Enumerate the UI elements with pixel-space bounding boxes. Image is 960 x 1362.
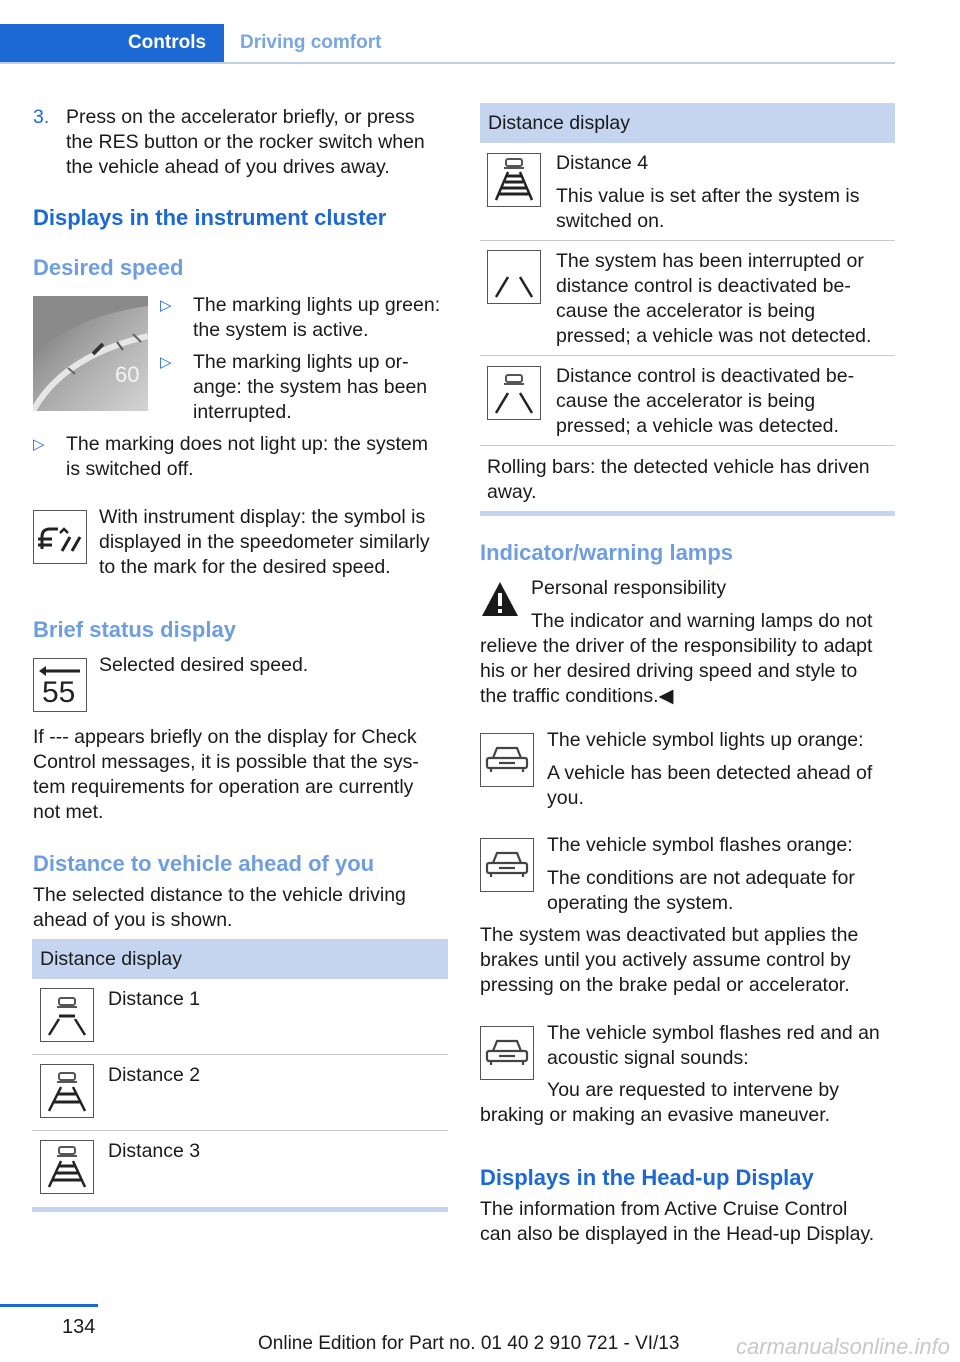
table-header-distance-display: Distance display	[32, 939, 448, 979]
warning-text	[480, 609, 895, 709]
heading-indicator-warning-lamps: Indicator/warning lamps	[480, 540, 734, 565]
heading-brief-status: Brief status display	[33, 617, 236, 642]
row-divider	[32, 1054, 448, 1055]
page-number: 134	[62, 1316, 96, 1338]
text-line: The vehicle symbol flashes red and an	[547, 1022, 880, 1044]
vehicle-symbol-icon	[480, 1026, 534, 1080]
row-interrupted	[556, 249, 891, 349]
instrument-display-text	[99, 505, 449, 580]
row-divider	[480, 445, 895, 446]
text-line: relieve the driver of the responsibility to adapt	[480, 635, 873, 657]
lamp-orange-lights	[547, 728, 892, 811]
table-bottom-rule	[32, 1207, 448, 1212]
bullet-text: The marking lights up green:	[193, 294, 441, 316]
text-line: the traffic conditions.◀	[480, 685, 674, 707]
step-text-line: the RES button or the rocker switch when	[66, 131, 425, 153]
tab-controls[interactable]: Controls	[0, 24, 224, 62]
watermark: carmanualsonline.info	[735, 1334, 950, 1359]
heading-distance: Distance to vehicle ahead of you	[33, 851, 375, 876]
brief-status-text: Selected desired speed.	[99, 654, 309, 676]
table-header-distance-display-right: Distance display	[480, 103, 895, 143]
warning-title: Personal responsibility	[531, 577, 727, 599]
text-line: The selected distance to the vehicle driving	[33, 884, 406, 906]
text-line: operating the system.	[547, 892, 734, 914]
deactivated-paragraph	[480, 923, 895, 998]
text-line: to the mark for the desired speed.	[99, 556, 391, 578]
bullet-text: the system is active.	[193, 319, 369, 341]
lamp-orange-flashes	[547, 833, 892, 916]
row-divider	[480, 240, 895, 241]
text-line: pressed; a vehicle was detected.	[556, 415, 839, 437]
text-line: The system was deactivated but applies the	[480, 924, 859, 946]
step-text-line: the vehicle ahead of you drives away.	[66, 156, 390, 178]
text-line: Distance control is deactivated be-	[556, 365, 855, 387]
footer-edition: Online Edition for Part no. 01 40 2 910 721 - VI/13	[258, 1333, 680, 1354]
text-line: tem requirements for operation are currently	[33, 776, 414, 798]
text-line: The vehicle symbol lights up orange:	[547, 729, 864, 751]
text-line: his or her desired driving speed and style to	[480, 660, 858, 682]
text-line: you.	[547, 787, 584, 809]
heading-instrument-cluster: Displays in the instrument cluster	[33, 205, 387, 230]
check-control-paragraph	[33, 725, 453, 825]
text-line: This value is set after the system is	[556, 185, 860, 207]
row-distance-4	[556, 151, 891, 234]
text-line: cause the accelerator is being	[556, 300, 816, 322]
dial-label: 60	[115, 362, 140, 387]
text-line: ahead of you is shown.	[33, 909, 233, 931]
vehicle-symbol-icon	[480, 733, 534, 787]
row-deactivated	[556, 364, 891, 439]
deactivated-vehicle-detected-icon	[487, 366, 541, 420]
text-line: switched on.	[556, 210, 665, 232]
text-line: A vehicle has been detected ahead of	[547, 762, 873, 784]
bullet-text: ange: the system has been	[193, 376, 428, 398]
cruise-control-icon	[33, 510, 87, 564]
lamp-red-flashes	[547, 1021, 892, 1103]
text-line: The conditions are not adequate for	[547, 867, 855, 889]
row-rolling-bars	[487, 455, 892, 505]
text-line: With instrument display: the symbol is	[99, 506, 426, 528]
bullet-text: The marking lights up or-	[193, 351, 409, 373]
lamp-red-text-continued: braking or making an evasive maneuver.	[480, 1104, 831, 1126]
step-number: 3.	[33, 106, 50, 128]
text-line: cause the accelerator is being	[556, 390, 816, 412]
text-line: The vehicle symbol flashes orange:	[547, 834, 853, 856]
row-divider	[32, 1130, 448, 1131]
distance-2-icon	[40, 1064, 94, 1118]
page-header	[0, 24, 895, 64]
text-line: The information from Active Cruise Control	[480, 1198, 848, 1220]
tab-driving-comfort[interactable]: Driving comfort	[240, 32, 382, 53]
text-line: can also be displayed in the Head-up Display.	[480, 1223, 875, 1245]
interrupted-no-vehicle-icon	[487, 250, 541, 304]
text-line: not met.	[33, 801, 104, 823]
speed-55-icon	[33, 658, 87, 712]
step-text-line: Press on the accelerator briefly, or press	[66, 106, 415, 128]
footer-rule	[0, 1304, 98, 1307]
triangle-bullet-icon: ▷	[160, 297, 172, 314]
triangle-bullet-icon: ▷	[160, 354, 172, 371]
row-divider	[480, 355, 895, 356]
distance-paragraph	[33, 883, 453, 933]
text-line: You are requested to intervene by	[547, 1079, 839, 1101]
text-line: away.	[487, 481, 537, 503]
bullet-text: interrupted.	[193, 401, 292, 423]
speedometer-image	[33, 296, 148, 411]
bullet-text: The marking does not light up: the system	[66, 433, 429, 455]
bullet-text: is switched off.	[66, 458, 194, 480]
text-line: The indicator and warning lamps do not	[531, 610, 873, 632]
text-line: pressed; a vehicle was not detected.	[556, 325, 872, 347]
hud-paragraph	[480, 1197, 895, 1247]
heading-head-up-display: Displays in the Head-up Display	[480, 1165, 814, 1190]
table-row-label: Distance 3	[108, 1140, 201, 1162]
vehicle-symbol-icon	[480, 838, 534, 892]
speed-icon-value: 55	[42, 676, 76, 709]
distance-3-icon	[40, 1140, 94, 1194]
text-line: The system has been interrupted or	[556, 250, 864, 272]
text-line: If --- appears briefly on the display for Check	[33, 726, 417, 748]
table-row-label: Distance 2	[108, 1064, 201, 1086]
distance-4-icon	[487, 153, 541, 207]
table-bottom-rule	[480, 511, 895, 516]
text-line: distance control is deactivated be-	[556, 275, 851, 297]
text-line: acoustic signal sounds:	[547, 1047, 749, 1069]
table-row-label: Distance 1	[108, 988, 201, 1010]
text-line: Rolling bars: the detected vehicle has driven	[487, 456, 870, 478]
text-line: displayed in the speedometer similarly	[99, 531, 430, 553]
text-line: brakes until you actively assume control by	[480, 949, 851, 971]
heading-desired-speed: Desired speed	[33, 255, 184, 280]
text-line: pressing on the brake pedal or accelerator.	[480, 974, 850, 996]
row-title: Distance 4	[556, 152, 649, 174]
text-line: Control messages, it is possible that the sys-	[33, 751, 419, 773]
distance-1-icon	[40, 988, 94, 1042]
triangle-bullet-icon: ▷	[33, 436, 45, 453]
